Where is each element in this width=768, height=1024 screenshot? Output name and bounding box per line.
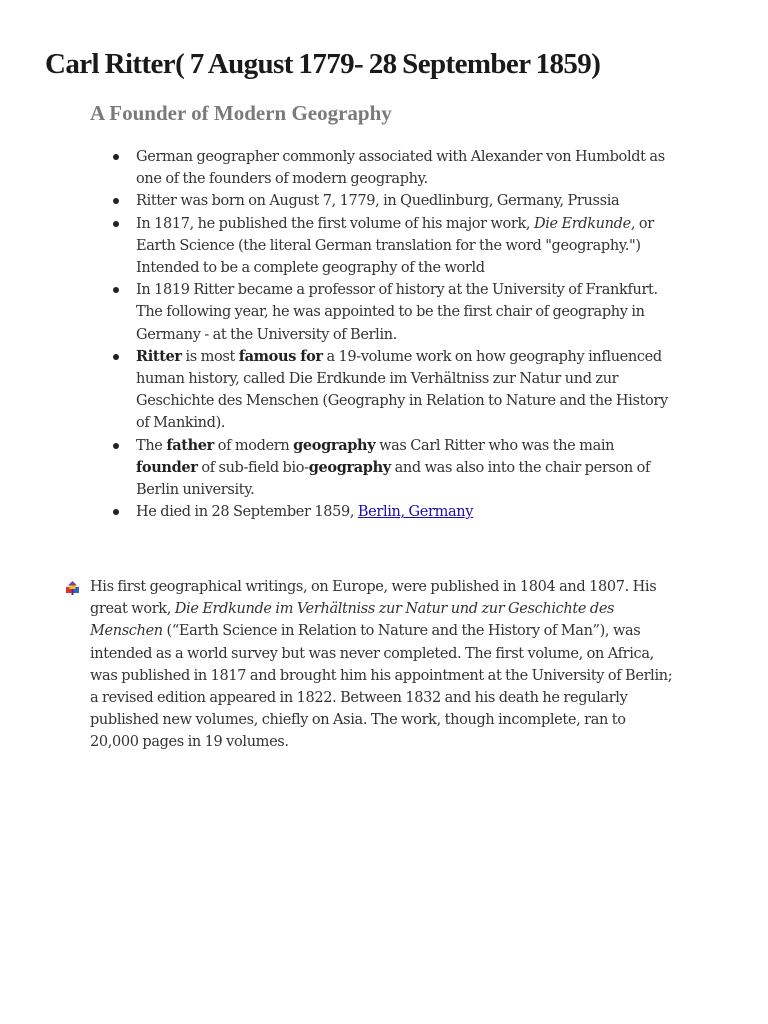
list-item bbox=[110, 501, 680, 523]
list-item bbox=[110, 435, 680, 502]
list-item-text: of modern bbox=[213, 437, 294, 454]
bullet-dot-icon bbox=[113, 443, 119, 449]
list-item-text: He died in 28 September 1859, bbox=[136, 504, 358, 521]
paragraph-text: His first geographical writings, on Europe, were published in 1804 and 1807. His great work, bbox=[90, 579, 657, 618]
list-item-text: Ritter was born on August 7, 1779, in Quedlinburg, Germany, Prussia bbox=[136, 193, 620, 210]
biography-paragraph-block bbox=[66, 576, 676, 754]
list-item-text: German geographer commonly associated with Alexander von Humboldt as one of the founders of modern geography. bbox=[136, 149, 665, 188]
list-item bbox=[110, 346, 680, 435]
work-title-italic: Die Erdkunde bbox=[533, 215, 631, 232]
list-item bbox=[110, 146, 680, 190]
biography-paragraph bbox=[90, 576, 676, 754]
bullet-dot-icon bbox=[113, 198, 119, 204]
bullet-dot-icon bbox=[113, 354, 119, 360]
list-item-text: , or Earth Science (the literal German translation for the word "geography.") Intended to be a complete geography of the world bbox=[136, 215, 654, 277]
list-item-text: a 19-volume work on how geography influenced human history, called Die Erdkunde im Verhältniss zur Natur und zur Geschichte des Menschen (Geography in Relation to Nature and the History of Mankind). bbox=[136, 348, 668, 432]
bullet-dot-icon bbox=[113, 287, 119, 293]
list-item-text: In 1819 Ritter became a professor of history at the University of Frankfurt. The following year, he was appointed to be the first chair of geography in Germany - at the University of Berlin. bbox=[136, 282, 658, 343]
bullet-dot-icon bbox=[113, 154, 119, 160]
facts-list bbox=[110, 146, 680, 523]
list-item-text: was Carl Ritter who was the main bbox=[375, 437, 615, 454]
bold-text: geography bbox=[293, 436, 376, 454]
list-item-text: In 1817, he published the first volume of his major work, bbox=[136, 215, 534, 232]
paragraph-text: (“Earth Science in Relation to Nature and the History of Man”), was intended as a world survey but was never completed. The first volume, on Africa, was published in 1817 and brought him his appointment at the University of Berlin; a revised edition appeared in 1822. Between 1832 and his death he regularly published new volumes, chiefly on Asia. The work, though incomplete, ran to 20,000 pages in 19 volumes. bbox=[90, 623, 673, 751]
list-item bbox=[110, 213, 680, 280]
bold-text: Ritter bbox=[136, 347, 182, 365]
bullet-dot-icon bbox=[113, 509, 119, 515]
list-item-text: and was also into the chair person of Berlin university. bbox=[136, 459, 651, 499]
list-item-text: of sub-field bio- bbox=[197, 459, 309, 476]
bold-text: geography bbox=[308, 458, 391, 476]
bullet-dot-icon bbox=[113, 221, 119, 227]
bold-text: father bbox=[166, 436, 214, 454]
list-item bbox=[110, 279, 680, 346]
list-item bbox=[110, 190, 680, 212]
berlin-germany-link[interactable]: Berlin, Germany bbox=[357, 504, 474, 521]
bold-text: founder bbox=[136, 458, 198, 476]
bold-text: famous for bbox=[238, 347, 323, 365]
page-title: Carl Ritter( 7 August 1779- 28 September 1859) bbox=[45, 48, 601, 80]
page-subtitle: A Founder of Modern Geography bbox=[90, 101, 392, 125]
list-item-text: The bbox=[136, 437, 167, 454]
colorful-arrow-bullet-icon bbox=[66, 581, 80, 595]
list-item-text: is most bbox=[181, 348, 239, 365]
work-title-italic: Die Erdkunde im Verhältniss zur Natur und zur Geschichte des Menschen bbox=[90, 601, 615, 640]
